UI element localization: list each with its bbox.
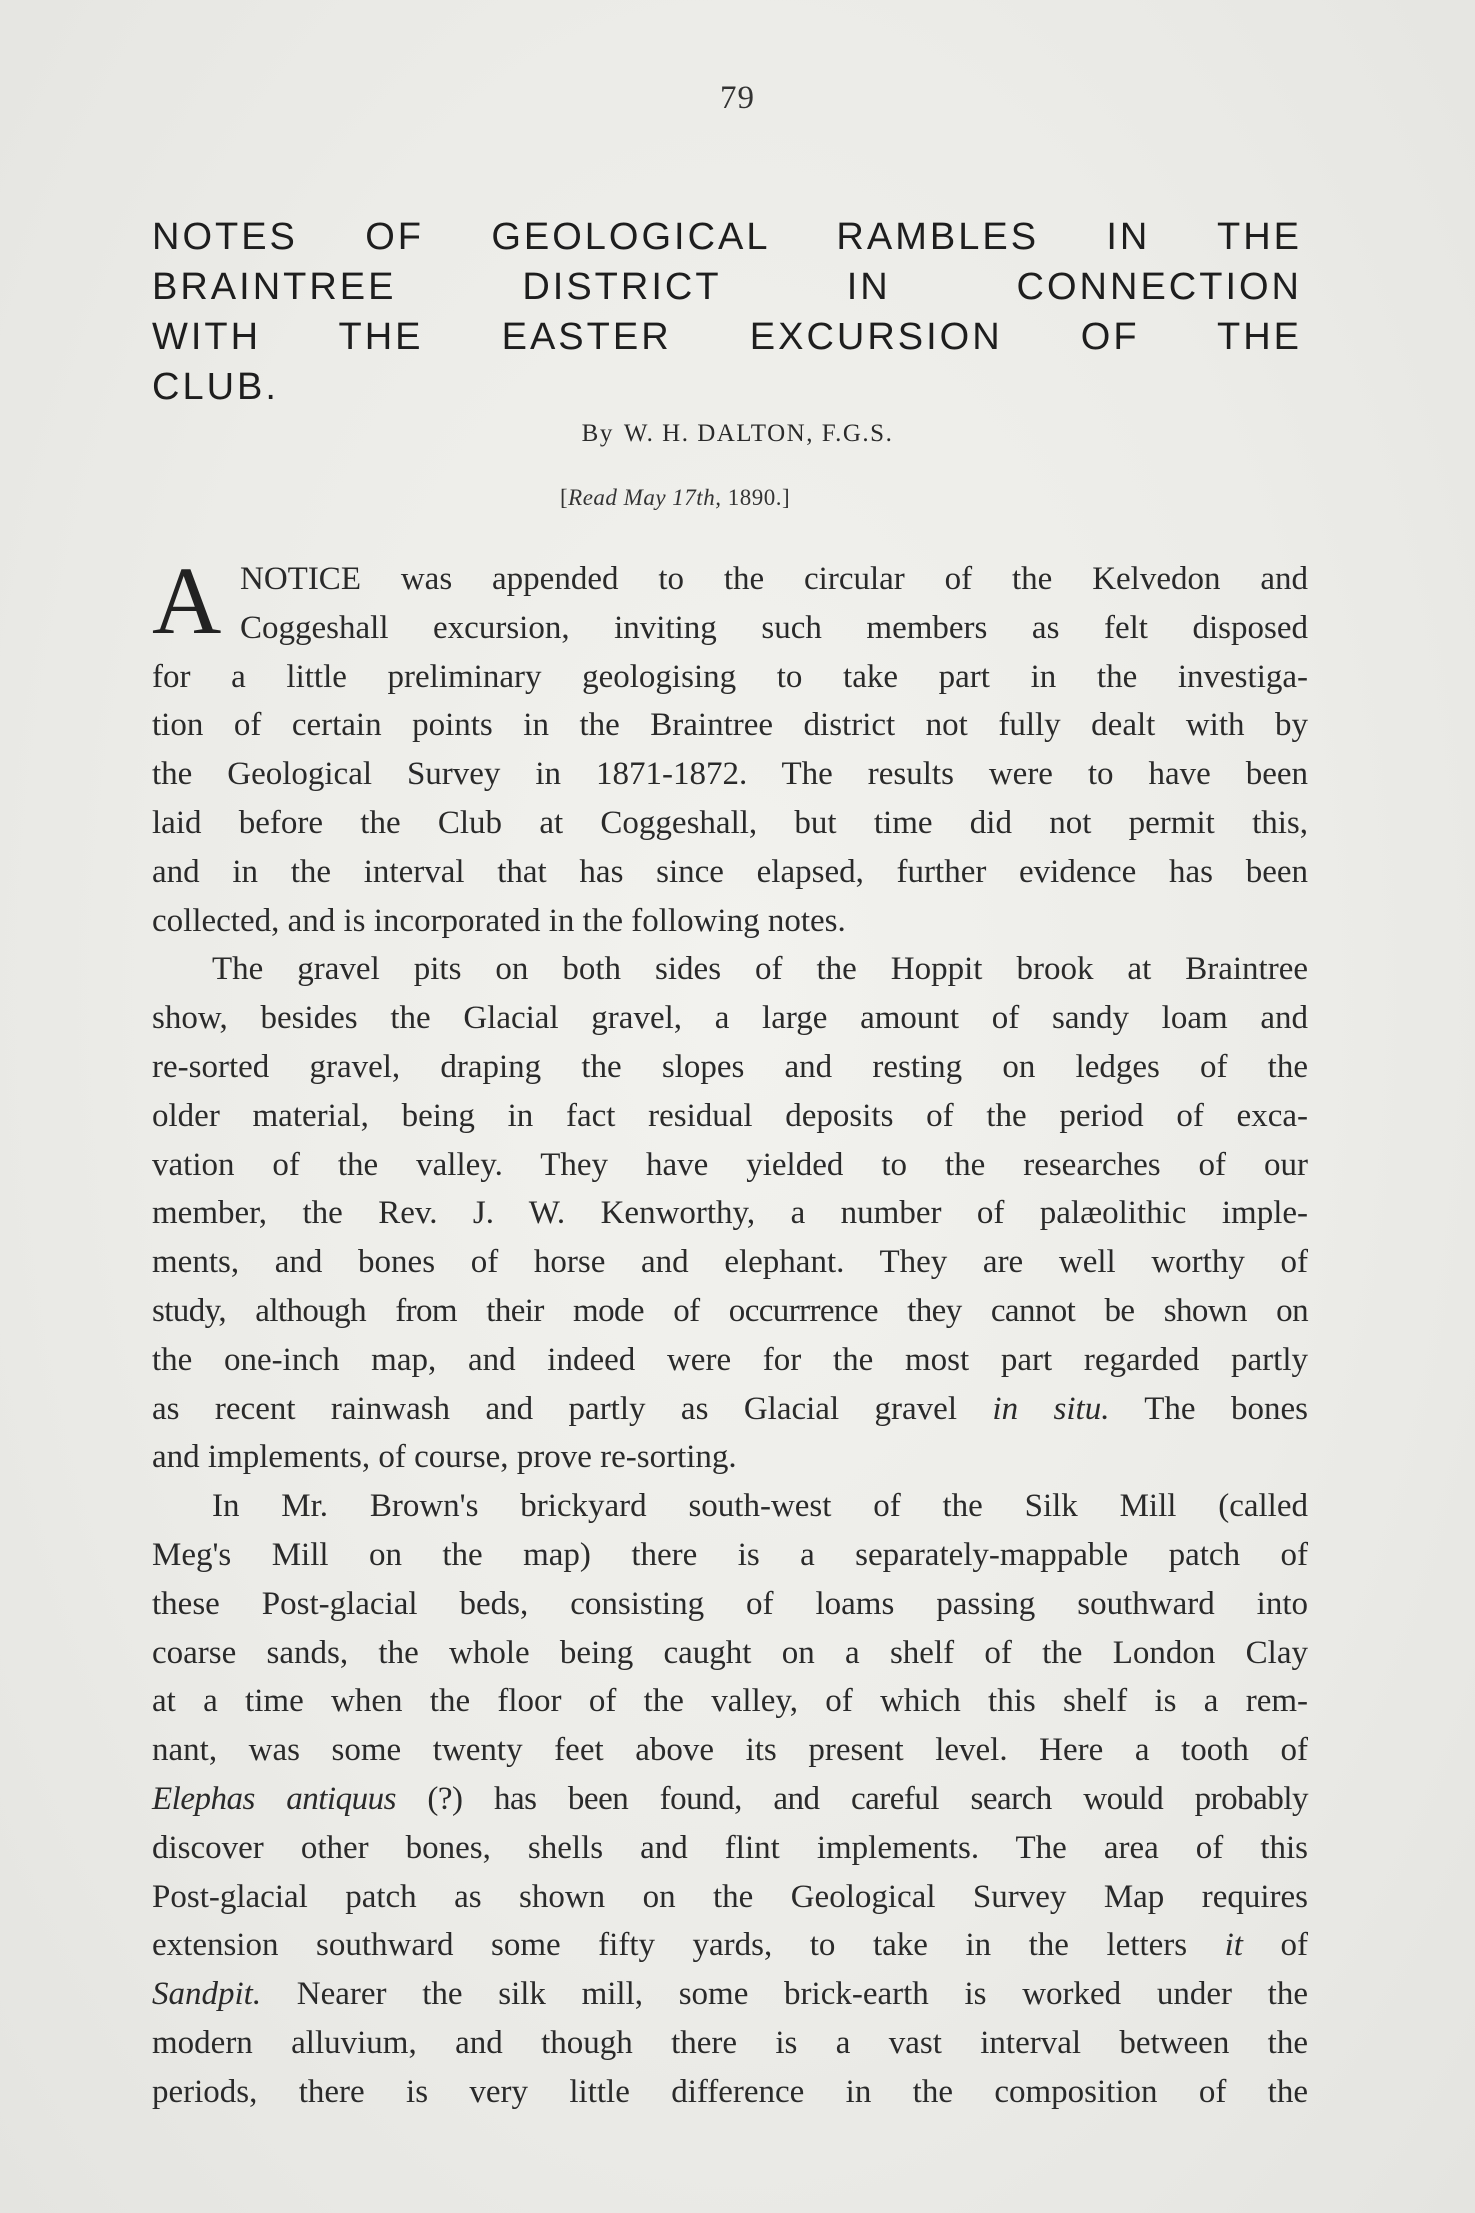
text-line: and in the interval that has since elapsed, further evidence has been xyxy=(152,853,1308,890)
text-line: at a time when the floor of the valley, of which this shelf is a rem- xyxy=(152,1683,1308,1720)
title-line: WITH THE EASTER EXCURSION OF THE xyxy=(152,316,1302,358)
text-segment: of xyxy=(1242,1927,1308,1964)
page-number: 79 xyxy=(720,80,755,116)
text-line: discover other bones, shells and flint implements. The area of this xyxy=(152,1829,1308,1866)
text-line xyxy=(152,1921,1308,1970)
text-line: Coggeshall excursion, inviting such members as felt disposed xyxy=(240,609,1308,646)
text-line: for a little preliminary geologising to take part in the investiga- xyxy=(152,658,1308,695)
text-segment: (?) has been found, and careful search would probably xyxy=(395,1780,1308,1817)
text-segment: as recent rainwash and partly as Glacial gravel xyxy=(152,1390,993,1427)
text-segment: Nearer the silk mill, some brick-earth is worked under the xyxy=(261,1976,1308,2013)
text-line: older material, being in fact residual deposits of the period of exca- xyxy=(152,1097,1308,1134)
author-name: W. H. DALTON, F.G.S. xyxy=(623,420,894,447)
paragraph-1 xyxy=(152,547,1308,945)
italic-term: it xyxy=(1224,1927,1243,1964)
title-line: CLUB. xyxy=(152,366,279,408)
read-note-italic: Read May 17th, xyxy=(568,485,722,510)
text-line: modern alluvium, and though there is a vast interval between the xyxy=(152,2024,1308,2061)
text-line: the one-inch map, and indeed were for the most part regarded partly xyxy=(152,1341,1308,1378)
text-line: In Mr. Brown's brickyard south-west of the Silk Mill (called xyxy=(212,1488,1308,1525)
text-line: tion of certain points in the Braintree district not fully dealt with by xyxy=(152,707,1308,744)
text-line: the Geological Survey in 1871-1872. The results were to have been xyxy=(152,756,1308,793)
italic-term: Elephas antiquus xyxy=(152,1780,396,1817)
text-line: and implements, of course, prove re-sorting. xyxy=(152,1439,737,1476)
paragraph-2 xyxy=(152,945,1308,1482)
text-line: coarse sands, the whole being caught on a shelf of the London Clay xyxy=(152,1634,1308,1671)
text-line: collected, and is incorporated in the following notes. xyxy=(152,902,846,939)
text-line: these Post-glacial beds, consisting of loams passing southward into xyxy=(152,1585,1308,1622)
paragraph-3 xyxy=(152,1482,1308,2116)
text-line: NOTICE was appended to the circular of the Kelvedon and xyxy=(240,561,1308,597)
text-line: study, although from their mode of occurrrence they cannot be shown on xyxy=(152,1292,1308,1329)
text-segment: extension southward some fifty yards, to take in the letters xyxy=(152,1927,1225,1964)
italic-term: Sandpit. xyxy=(152,1976,262,2013)
text-line xyxy=(152,1385,1308,1434)
text-line: show, besides the Glacial gravel, a large amount of sandy loam and xyxy=(152,1000,1308,1037)
text-line: member, the Rev. J. W. Kenworthy, a number of palæolithic imple- xyxy=(152,1195,1308,1232)
text-line xyxy=(152,1775,1308,1824)
article-body xyxy=(152,547,1308,2117)
text-line: re-sorted gravel, draping the slopes and resting on ledges of the xyxy=(152,1048,1308,1085)
read-date-note xyxy=(560,485,790,511)
italic-term: in situ. xyxy=(992,1390,1110,1427)
byline xyxy=(0,420,1475,448)
text-segment: The bones xyxy=(1109,1390,1308,1427)
drop-cap: A xyxy=(152,547,222,654)
text-line: Post-glacial patch as shown on the Geological Survey Map requires xyxy=(152,1878,1308,1915)
text-line: vation of the valley. They have yielded to the researches of our xyxy=(152,1146,1308,1183)
article-title xyxy=(152,212,1302,412)
text-line: ments, and bones of horse and elephant. They are well worthy of xyxy=(152,1244,1308,1281)
text-line: periods, there is very little difference in the composition of the xyxy=(152,2073,1308,2110)
text-line xyxy=(152,1970,1308,2019)
text-line: The gravel pits on both sides of the Hoppit brook at Braintree xyxy=(212,951,1308,988)
text-line: nant, was some twenty feet above its present level. Here a tooth of xyxy=(152,1732,1308,1769)
read-note-year: 1890.] xyxy=(721,485,791,510)
title-line: NOTES OF GEOLOGICAL RAMBLES IN THE xyxy=(152,216,1302,258)
read-note-open: [ xyxy=(560,485,569,510)
text-line: Meg's Mill on the map) there is a separately-mappable patch of xyxy=(152,1536,1308,1573)
text-line: laid before the Club at Coggeshall, but time did not permit this, xyxy=(152,804,1308,841)
title-line: BRAINTREE DISTRICT IN CONNECTION xyxy=(152,266,1302,308)
byline-prefix: By xyxy=(581,420,614,447)
